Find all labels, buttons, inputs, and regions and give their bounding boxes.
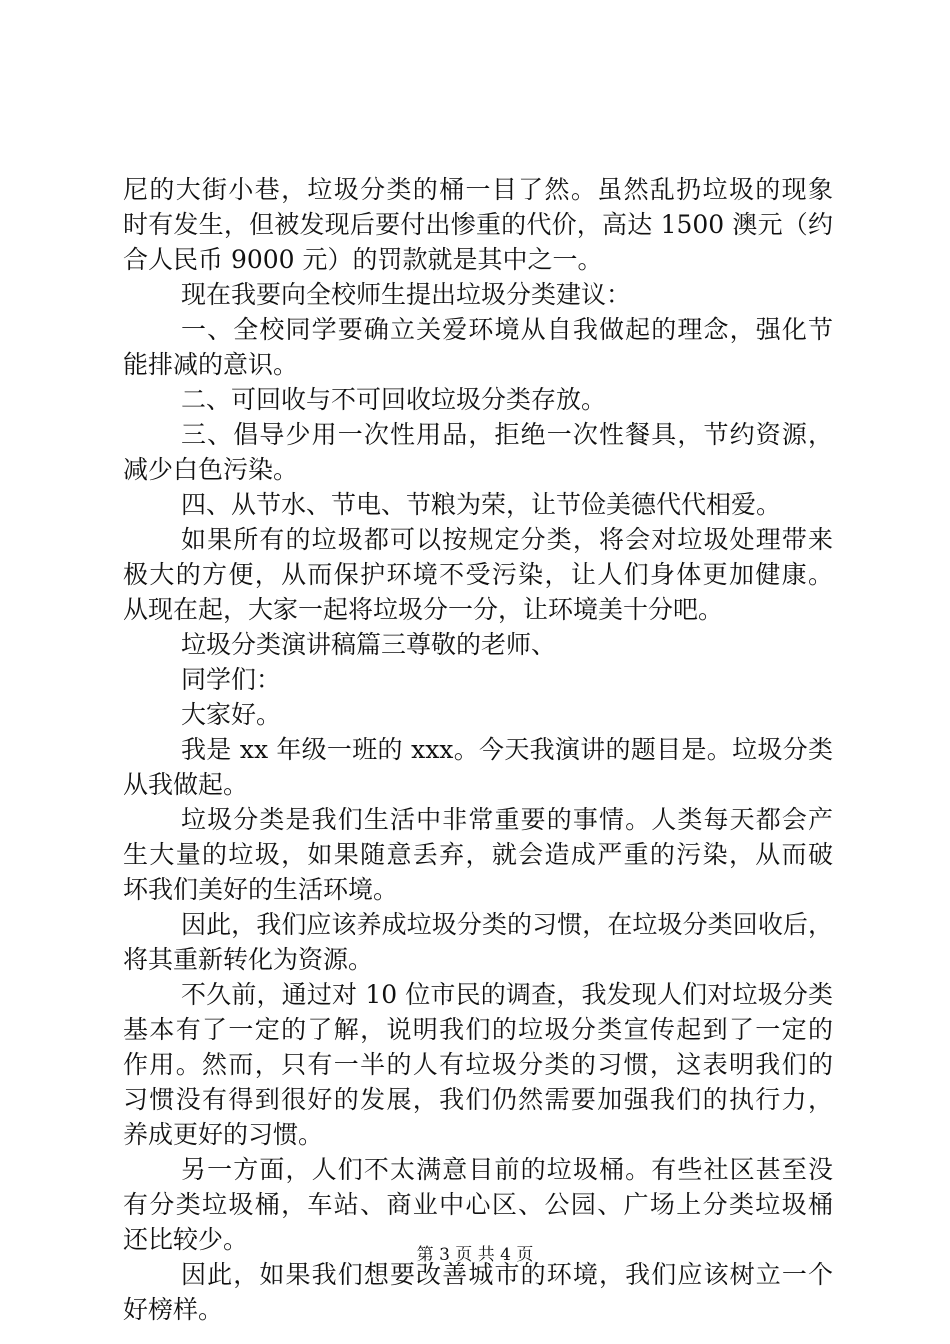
text-line: 因此，我们应该养成垃圾分类的习惯，在垃圾分类回收后， [181,910,833,939]
text-line: 减少白色污染。 [123,455,299,484]
text-line: 同学们： [181,665,282,694]
text-line: 从现在起，大家一起将垃圾分一分，让环境美十分吧。 [123,595,724,624]
text-line: 垃圾分类是我们生活中非常重要的事情。人类每天都会产 [181,805,833,834]
text-line: 垃圾分类演讲稿篇三尊敬的老师、 [181,630,557,659]
text-line: 从我做起。 [123,770,249,799]
text-line: 习惯没有得到很好的发展，我们仍然需要加强我们的执行力， [123,1085,833,1114]
text-line: 如果所有的垃圾都可以按规定分类，将会对垃圾处理带来 [181,525,833,554]
text-line: 二、可回收与不可回收垃圾分类存放。 [181,385,607,414]
text-line: 能排减的意识。 [123,350,299,379]
text-line: 现在我要向全校师生提出垃圾分类建议： [181,280,632,309]
text-line: 极大的方便，从而保护环境不受污染，让人们身体更加健康。 [123,560,833,589]
text-line: 好榜样。 [123,1295,224,1324]
text-line: 另一方面，人们不太满意目前的垃圾桶。有些社区甚至没 [181,1155,833,1184]
text-line: 合人民币 9000 元）的罚款就是其中之一。 [123,245,603,274]
text-line: 作用。然而，只有一半的人有垃圾分类的习惯，这表明我们的 [123,1050,833,1079]
text-line: 基本有了一定的了解，说明我们的垃圾分类宣传起到了一定的 [123,1015,833,1044]
text-line: 三、倡导少用一次性用品，拒绝一次性餐具，节约资源， [181,420,833,449]
text-line: 尼的大街小巷，垃圾分类的桶一目了然。虽然乱扔垃圾的现象 [123,175,833,204]
page-number-footer: 第 3 页 共 4 页 [416,1245,534,1265]
text-line: 还比较少。 [123,1225,249,1254]
text-line: 生大量的垃圾，如果随意丢弃，就会造成严重的污染，从而破 [123,840,833,869]
text-line: 有分类垃圾桶，车站、商业中心区、公园、广场上分类垃圾桶 [123,1190,833,1219]
body-text [123,172,833,1327]
text-line: 四、从节水、节电、节粮为荣，让节俭美德代代相爱。 [181,490,782,519]
text-line: 养成更好的习惯。 [123,1120,324,1149]
text-line: 坏我们美好的生活环境。 [123,875,399,904]
text-line: 因此，如果我们想要改善城市的环境，我们应该树立一个 [181,1260,833,1289]
text-line: 我是 xx 年级一班的 xxx。今天我演讲的题目是。垃圾分类 [181,735,833,764]
text-line: 将其重新转化为资源。 [123,945,374,974]
text-line: 不久前，通过对 10 位市民的调查，我发现人们对垃圾分类 [181,980,833,1009]
text-line: 时有发生，但被发现后要付出惨重的代价，高达 1500 澳元（约 [123,210,833,239]
text-line: 一、全校同学要确立关爱环境从自我做起的理念，强化节 [181,315,833,344]
text-line: 大家好。 [181,700,282,729]
